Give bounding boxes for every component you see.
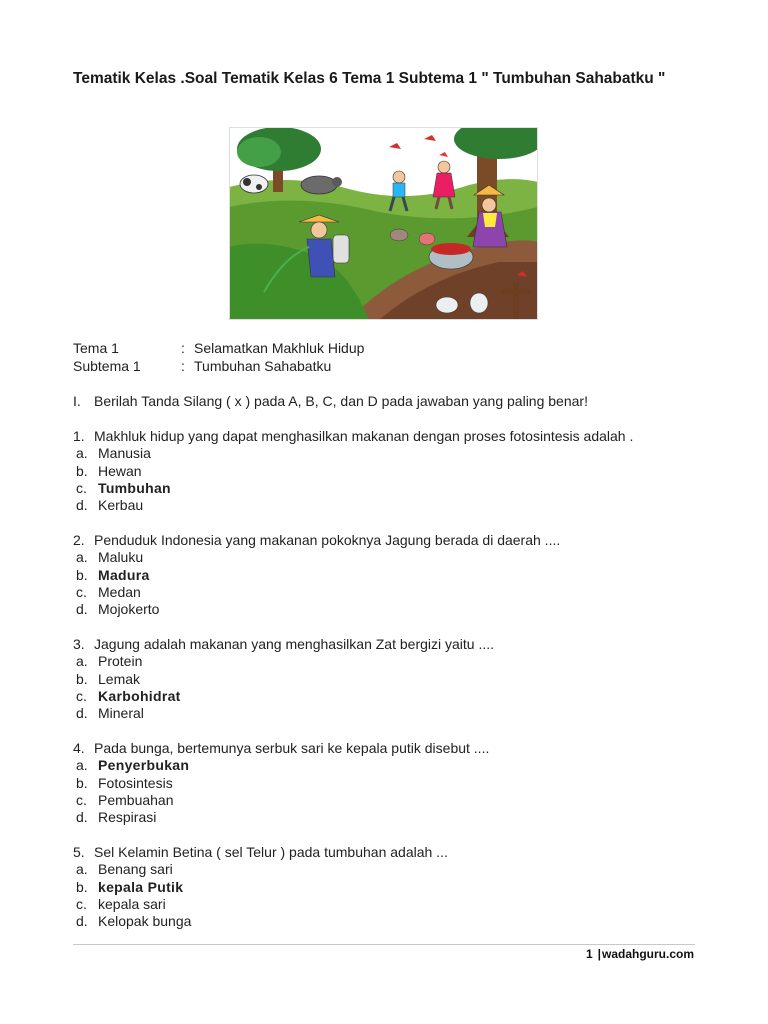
option-letter: d. (76, 705, 88, 722)
option-letter: c. (76, 895, 87, 912)
answer-option (73, 688, 494, 705)
question-stem (73, 428, 633, 445)
question-number: 3. (73, 636, 85, 652)
answer-choice (73, 775, 489, 792)
option-text: Kerbau (98, 497, 144, 514)
option-text: Mojokerto (98, 601, 160, 618)
answer-choice (73, 601, 560, 618)
question-stem (73, 740, 489, 757)
question-3 (73, 636, 494, 722)
farm-illustration (229, 127, 538, 320)
document-title: Tematik Kelas .Soal Tematik Kelas 6 Tema 1 Subtema 1 " Tumbuhan Sahabatku " (73, 70, 666, 87)
theme-info (73, 340, 364, 375)
question-text: Sel Kelamin Betina ( sel Telur ) pada tumbuhan adalah ... (94, 844, 448, 860)
option-letter: d. (76, 809, 88, 826)
question-text: Pada bunga, bertemunya serbuk sari ke kepala putik disebut .... (94, 740, 490, 756)
option-letter: d. (76, 497, 88, 514)
question-text: Makhluk hidup yang dapat menghasilkan makanan dengan proses fotosintesis adalah . (94, 428, 634, 444)
option-text: Manusia (98, 445, 151, 462)
question-1 (73, 428, 633, 514)
question-number: 1. (73, 428, 85, 444)
question-4 (73, 740, 489, 826)
option-letter: b. (76, 566, 88, 583)
page-number: 1 (585, 947, 593, 961)
option-text: Lemak (98, 670, 141, 687)
page-footer (586, 947, 694, 961)
answer-choice (73, 549, 560, 566)
option-text: Karbohidrat (98, 687, 181, 704)
answer-choice (73, 809, 489, 826)
answer-choice (73, 913, 448, 930)
answer-choice (73, 896, 448, 913)
option-letter: a. (76, 757, 88, 774)
option-letter: a. (76, 653, 88, 670)
answer-option (73, 567, 560, 584)
subtheme-colon: : (181, 357, 185, 374)
instruction-text: Berilah Tanda Silang ( x ) pada A, B, C, dan D pada jawaban yang paling benar! (94, 393, 588, 409)
option-letter: a. (76, 861, 88, 878)
theme-value: Selamatkan Makhluk Hidup (194, 340, 365, 356)
answer-choice (73, 653, 494, 670)
footer-separator: | (597, 947, 601, 961)
answer-choice (73, 792, 489, 809)
question-2 (73, 532, 560, 618)
subtheme-row (73, 358, 364, 376)
option-letter: c. (76, 791, 87, 808)
footer-site: wadahguru.com (601, 947, 694, 961)
answer-choice (73, 861, 448, 878)
option-text: Benang sari (98, 861, 173, 878)
option-letter: b. (76, 462, 88, 479)
question-5 (73, 844, 448, 930)
option-text: Kelopak bunga (98, 913, 192, 930)
option-letter: a. (76, 549, 88, 566)
instruction (73, 392, 588, 410)
answer-choice (73, 463, 633, 480)
question-stem (73, 636, 494, 653)
option-letter: d. (76, 601, 88, 618)
answer-option (73, 480, 633, 497)
question-text: Penduduk Indonesia yang makanan pokoknya Jagung berada di daerah .... (94, 532, 561, 548)
option-text: Fotosintesis (98, 774, 173, 791)
footer-divider (73, 944, 695, 945)
option-text: Penyerbukan (98, 757, 190, 774)
instruction-number: I. (73, 393, 81, 409)
theme-colon: : (181, 340, 185, 356)
subtheme-label: Subtema 1 (73, 357, 141, 374)
option-text: Hewan (98, 462, 142, 479)
question-text: Jagung adalah makanan yang menghasilkan Zat bergizi yaitu .... (94, 636, 495, 652)
option-text: kepala Putik (98, 878, 184, 895)
option-text: Maluku (98, 549, 144, 566)
answer-option (73, 757, 489, 774)
option-text: Tumbuhan (98, 479, 171, 496)
question-stem (73, 844, 448, 861)
question-number: 4. (73, 740, 85, 756)
option-letter: d. (76, 913, 88, 930)
question-number: 2. (73, 532, 85, 548)
question-number: 5. (73, 844, 85, 860)
option-text: Mineral (98, 705, 144, 722)
answer-choice (73, 671, 494, 688)
option-letter: c. (76, 479, 87, 496)
option-letter: b. (76, 670, 88, 687)
option-text: Madura (98, 566, 150, 583)
answer-choice (73, 705, 494, 722)
answer-option (73, 879, 448, 896)
subtheme-value: Tumbuhan Sahabatku (194, 357, 332, 374)
option-letter: b. (76, 878, 88, 895)
option-letter: a. (76, 445, 88, 462)
option-letter: b. (76, 774, 88, 791)
answer-choice (73, 445, 633, 462)
option-text: Respirasi (98, 809, 157, 826)
theme-row (73, 340, 364, 358)
option-letter: c. (76, 583, 87, 600)
theme-label: Tema 1 (73, 340, 119, 356)
answer-choice (73, 584, 560, 601)
question-stem (73, 532, 560, 549)
option-text: kepala sari (98, 895, 166, 912)
option-letter: c. (76, 687, 87, 704)
option-text: Protein (98, 653, 143, 670)
option-text: Medan (98, 583, 141, 600)
answer-choice (73, 497, 633, 514)
option-text: Pembuahan (98, 791, 174, 808)
